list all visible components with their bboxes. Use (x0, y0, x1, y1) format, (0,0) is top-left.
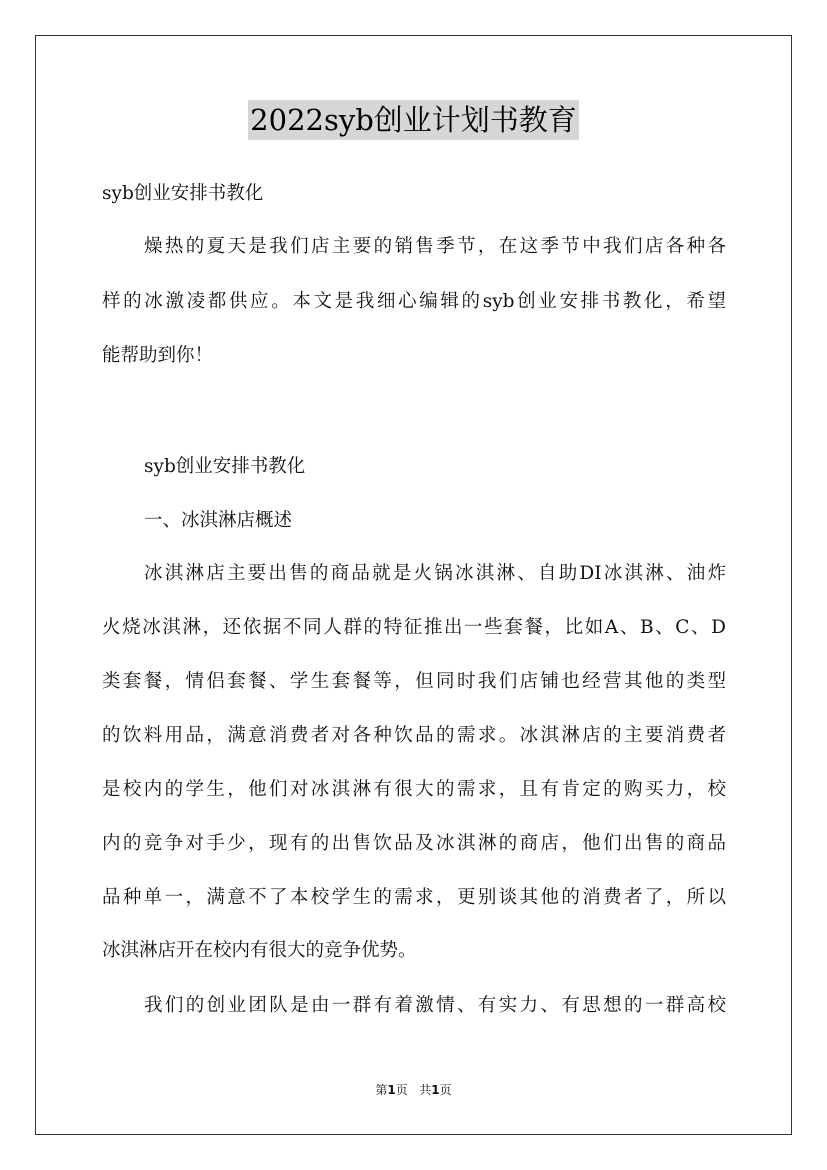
total-prefix: 共 (419, 1083, 432, 1097)
title-container (0, 100, 827, 140)
total-suffix: 页 (439, 1083, 452, 1097)
para-1-line-8: 冰淇淋店开在校内有很大的竞争优势。 (102, 940, 417, 961)
para-2-line-1: 我们的创业团队是由一群有着激情、有实力、有思想的一群高校 (144, 995, 726, 1016)
page-suffix: 页 (395, 1083, 408, 1097)
page-number: 1 (387, 1083, 396, 1097)
page-footer (0, 1082, 827, 1098)
total-number: 1 (431, 1083, 440, 1097)
intro-line-2: 样的冰激凌都供应。本文是我细心编辑的syb创业安排书教化，希望 (102, 291, 726, 312)
section-title: syb创业安排书教化 (144, 456, 306, 477)
para-1-line-4: 的饮料用品，满意消费者对各种饮品的需求。冰淇淋店的主要消费者 (102, 725, 726, 746)
para-1-line-7: 品种单一，满意不了本校学生的需求，更别谈其他的消费者了，所以 (102, 887, 726, 908)
heading-1: 一、冰淇淋店概述 (144, 510, 293, 531)
para-1-line-2: 火烧冰淇淋，还依据不同人群的特征推出一些套餐，比如A、B、C、D (102, 617, 726, 638)
para-1-line-1: 冰淇淋店主要出售的商品就是火锅冰淇淋、自助DI冰淇淋、油炸 (144, 563, 726, 584)
para-1-line-5: 是校内的学生，他们对冰淇淋有很大的需求，且有肯定的购买力，校 (102, 779, 726, 800)
document-title: 2022syb创业计划书教育 (248, 100, 579, 140)
intro-line-1: 燥热的夏天是我们店主要的销售季节，在这季节中我们店各种各 (144, 236, 726, 257)
para-1-line-3: 类套餐，情侣套餐、学生套餐等，但同时我们店铺也经营其他的类型 (102, 671, 726, 692)
intro-line-3: 能帮助到你！ (102, 345, 214, 366)
para-1-line-6: 内的竞争对手少，现有的出售饮品及冰淇淋的商店，他们出售的商品 (102, 833, 726, 854)
page-prefix: 第 (375, 1083, 388, 1097)
subtitle: syb创业安排书教化 (102, 183, 264, 204)
